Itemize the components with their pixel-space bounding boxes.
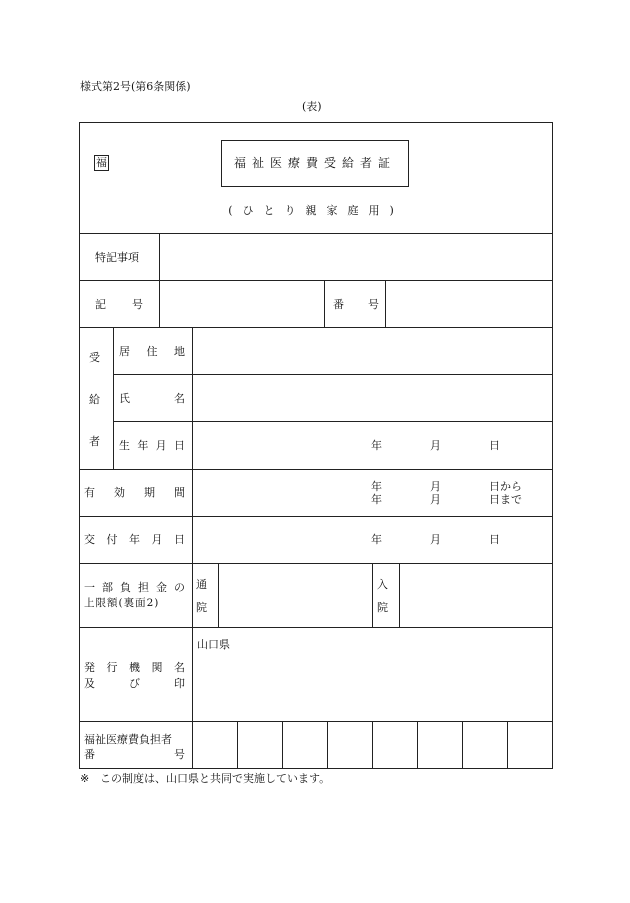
validity-from-year-unit: 年 — [371, 480, 382, 493]
digit-divider — [372, 721, 373, 769]
outpatient-label-char: 院 — [196, 601, 207, 614]
col-divider — [159, 233, 160, 327]
digit-divider — [327, 721, 328, 769]
side-indicator: (表) — [302, 100, 322, 113]
row-divider — [79, 327, 553, 328]
payer-number-label-line2: 番 号 — [84, 748, 185, 761]
issuer-value: 山口県 — [197, 638, 230, 651]
row-divider — [113, 374, 553, 375]
certificate-title: 福祉医療費受給者証 — [233, 156, 396, 170]
row-divider — [79, 233, 553, 234]
form-number: 様式第2号(第6条関係) — [80, 80, 191, 93]
inpatient-label-char: 院 — [377, 601, 388, 614]
row-divider — [79, 469, 553, 470]
row-divider — [79, 627, 553, 628]
birth-month-unit: 月 — [430, 439, 441, 452]
col-divider — [372, 563, 373, 627]
outpatient-label-char: 通 — [196, 578, 207, 591]
issue-month-unit: 月 — [430, 533, 441, 546]
row-divider — [79, 280, 553, 281]
validity-until-day-unit: 日まで — [489, 493, 522, 506]
row-divider — [79, 516, 553, 517]
birth-year-unit: 年 — [371, 439, 382, 452]
col-divider — [218, 563, 219, 627]
col-divider — [324, 280, 325, 327]
recipient-label-char: 受 — [89, 351, 100, 364]
row-divider — [79, 721, 553, 722]
issue-year-unit: 年 — [371, 533, 382, 546]
digit-divider — [507, 721, 508, 769]
issue-date-label: 交 付 年 月 日 — [84, 533, 185, 546]
row-divider — [79, 563, 553, 564]
validity-from-day-unit: 日から — [489, 480, 522, 493]
col-divider — [192, 327, 193, 769]
symbol-label: 記 号 — [95, 298, 143, 311]
birth-day-unit: 日 — [489, 439, 500, 452]
recipient-label-char: 給 — [89, 393, 100, 406]
copay-limit-label-line2: 上限額(裏面2) — [84, 597, 160, 609]
issue-day-unit: 日 — [489, 533, 500, 546]
address-label: 居 住 地 — [119, 345, 185, 358]
validity-until-month-unit: 月 — [430, 493, 441, 506]
number-label: 番 号 — [333, 298, 379, 311]
col-divider — [385, 280, 386, 327]
note-mark: ※ — [80, 772, 90, 785]
certificate-subtitle: (ひとり親家庭用) — [228, 204, 404, 217]
special-notes-label: 特記事項 — [95, 251, 139, 264]
recipient-label-char: 者 — [89, 435, 100, 448]
digit-divider — [282, 721, 283, 769]
issuer-label-line2: 及 び 印 — [84, 677, 185, 690]
validity-from-month-unit: 月 — [430, 480, 441, 493]
footer-note: この制度は、山口県と共同で実施しています。 — [100, 772, 331, 785]
col-divider — [113, 327, 114, 469]
row-divider — [113, 421, 553, 422]
fuku-mark: 福 — [96, 156, 107, 169]
validity-until-year-unit: 年 — [371, 493, 382, 506]
digit-divider — [237, 721, 238, 769]
inpatient-label-char: 入 — [377, 578, 388, 591]
digit-divider — [417, 721, 418, 769]
issuer-label-line1: 発 行 機 関 名 — [84, 661, 185, 674]
birthdate-label: 生 年 月 日 — [119, 439, 185, 452]
name-label: 氏 名 — [119, 392, 185, 405]
payer-number-label-line1: 福祉医療費負担者 — [84, 733, 172, 746]
copay-limit-label-line1: 一 部 負 担 金 の — [84, 581, 185, 594]
validity-label: 有 効 期 間 — [84, 486, 185, 499]
col-divider — [399, 563, 400, 627]
digit-divider — [462, 721, 463, 769]
